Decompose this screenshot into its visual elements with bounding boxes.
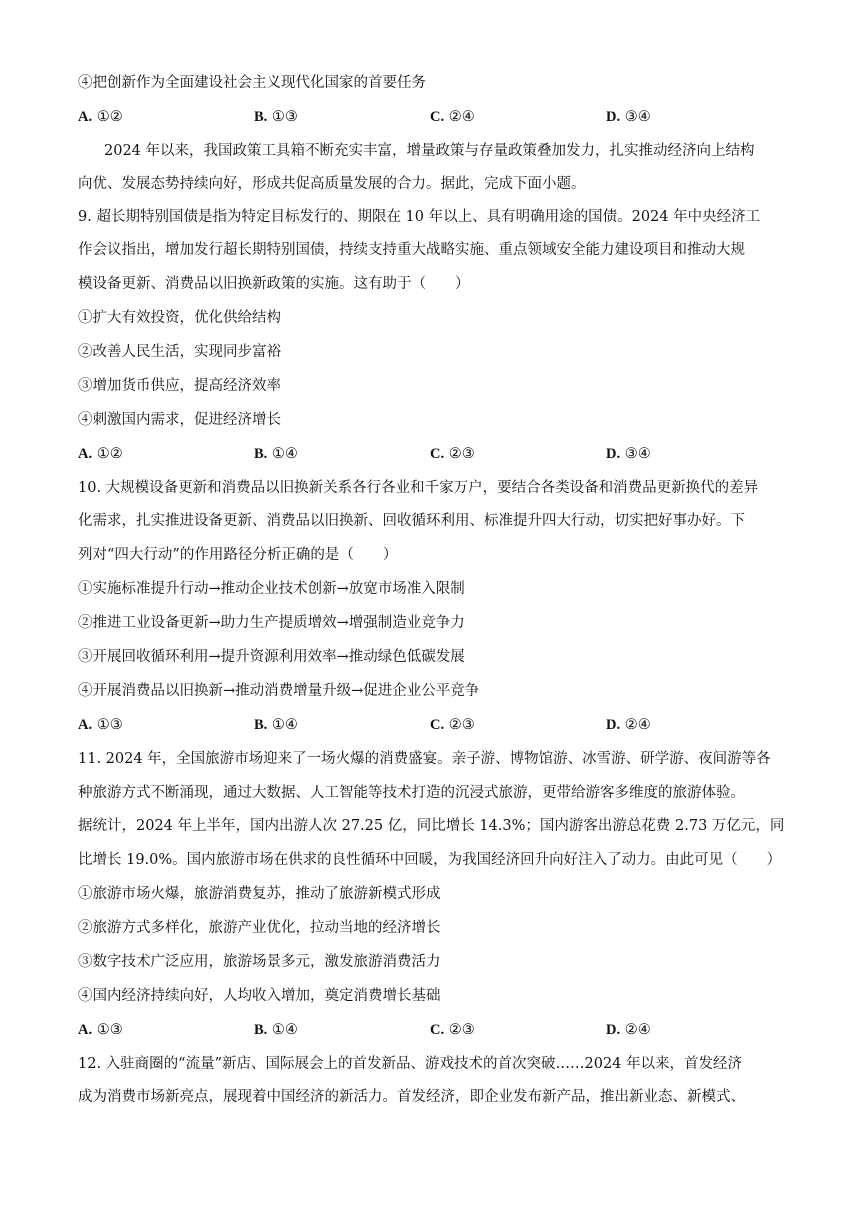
q10-option-a: A. ①③ <box>78 717 123 733</box>
passage-line-2: 向优、发展态势持续向好，形成共促高质量发展的合力。据此，完成下面小题。 <box>78 176 586 192</box>
q10-options <box>78 715 778 735</box>
q9-options <box>78 444 778 464</box>
q8-options <box>78 107 778 127</box>
q9-item-3: ③增加货币供应，提高经济效率 <box>78 378 281 394</box>
passage-line-1: 2024 年以来，我国政策工具箱不断充实丰富，增量政策与存量政策叠加发力，扎实推动经济向上结构 <box>104 143 755 159</box>
q9-item-4: ④刺激国内需求，促进经济增长 <box>78 412 281 428</box>
q10-stem-line-3: 列对“四大行动”的作用路径分析正确的是（ ） <box>78 547 398 563</box>
q8-option-d: D. ③④ <box>606 109 651 125</box>
q9-stem-line-2: 作会议指出，增加发行超长期特别国债，持续支持重大战略实施、重点领域安全能力建设项目和推动大规 <box>78 242 745 258</box>
q11-stem-line-4: 比增长 19.0%。国内旅游市场在供求的良性循环中回暖，为我国经济回升向好注入了动力。由此可见（ ） <box>78 852 782 868</box>
q11-option-c: C. ②③ <box>430 1022 475 1038</box>
q11-stem-line-1: 11. 2024 年，全国旅游市场迎来了一场火爆的消费盛宴。亲子游、博物馆游、冰雪游、研学游、夜间游等各 <box>78 751 771 767</box>
q11-option-b: B. ①④ <box>254 1022 298 1038</box>
q9-stem-line-3: 模设备更新、消费品以旧换新政策的实施。这有助于（ ） <box>78 276 470 292</box>
q8-item-4: ④把创新作为全面建设社会主义现代化国家的首要任务 <box>78 75 426 91</box>
q11-item-2: ②旅游方式多样化，旅游产业优化，拉动当地的经济增长 <box>78 920 441 936</box>
q10-item-3: ③开展回收循环利用→提升资源利用效率→推动绿色低碳发展 <box>78 649 465 665</box>
q9-option-c: C. ②③ <box>430 446 475 462</box>
q12-stem-line-2: 成为消费市场新亮点，展现着中国经济的新活力。首发经济，即企业发布新产品，推出新业态、新模式、 <box>78 1089 745 1105</box>
q11-option-a: A. ①③ <box>78 1022 123 1038</box>
q9-item-2: ②改善人民生活，实现同步富裕 <box>78 344 281 360</box>
q8-option-c: C. ②④ <box>430 109 475 125</box>
q8-option-a: A. ①② <box>78 109 123 125</box>
q11-stem-line-3: 据统计，2024 年上半年，国内出游人次 27.25 亿，同比增长 14.3%；国内游客出游总花费 2.73 万亿元，同 <box>78 818 785 834</box>
q11-item-3: ③数字技术广泛应用，旅游场景多元，激发旅游消费活力 <box>78 954 441 970</box>
q10-option-b: B. ①④ <box>254 717 298 733</box>
q10-item-4: ④开展消费品以旧换新→推动消费增量升级→促进企业公平竞争 <box>78 683 480 699</box>
q9-option-d: D. ③④ <box>606 446 651 462</box>
q11-option-d: D. ②④ <box>606 1022 651 1038</box>
q9-option-b: B. ①④ <box>254 446 298 462</box>
q10-item-2: ②推进工业设备更新→助力生产提质增效→增强制造业竞争力 <box>78 615 465 631</box>
q8-option-b: B. ①③ <box>254 109 298 125</box>
q11-stem-line-2: 种旅游方式不断涌现，通过大数据、人工智能等技术打造的沉浸式旅游，更带给游客多维度的旅游体验。 <box>78 785 745 801</box>
q10-item-1: ①实施标准提升行动→推动企业技术创新→放宽市场准入限制 <box>78 581 465 597</box>
q9-stem-line-1: 9. 超长期特别国债是指为特定目标发行的、期限在 10 年以上、具有明确用途的国债。2024 年中央经济工 <box>78 209 761 225</box>
q11-options <box>78 1020 778 1040</box>
q11-item-1: ①旅游市场火爆，旅游消费复苏，推动了旅游新模式形成 <box>78 886 441 902</box>
q10-stem-line-2: 化需求，扎实推进设备更新、消费品以旧换新、回收循环利用、标准提升四大行动，切实把好事办好。下 <box>78 513 745 529</box>
q10-stem-line-1: 10. 大规模设备更新和消费品以旧换新关系各行各业和千家万户，要结合各类设备和消费品更新换代的差异 <box>78 480 759 496</box>
q10-option-d: D. ②④ <box>606 717 651 733</box>
q9-option-a: A. ①② <box>78 446 123 462</box>
q10-option-c: C. ②③ <box>430 717 475 733</box>
q9-item-1: ①扩大有效投资，优化供给结构 <box>78 310 281 326</box>
q12-stem-line-1: 12. 入驻商圈的“流量”新店、国际展会上的首发新品、游戏技术的首次突破……2024 年以来，首发经济 <box>78 1056 743 1072</box>
q11-item-4: ④国内经济持续向好，人均收入增加，奠定消费增长基础 <box>78 988 441 1004</box>
